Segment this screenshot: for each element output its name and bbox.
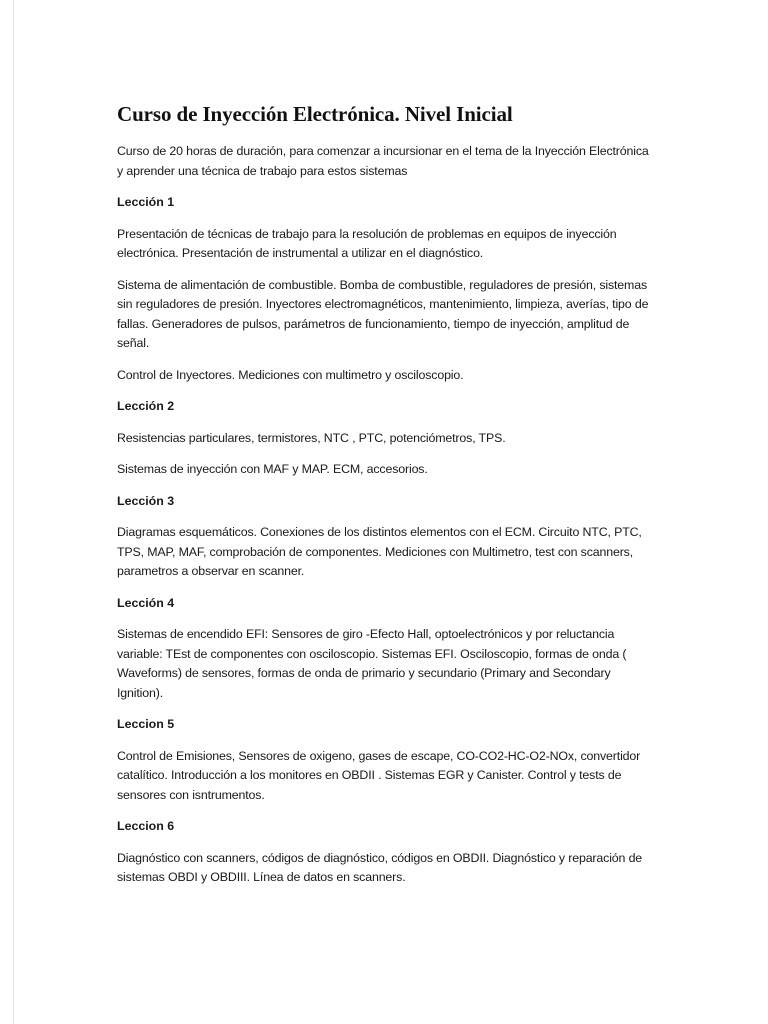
lesson-2-paragraph-2: Sistemas de inyección con MAF y MAP. ECM, accesorios. [117,462,428,476]
lesson-4-heading: Lección 4 [117,595,175,610]
lesson-4-section [117,594,657,704]
lesson-1-paragraph-2: Sistema de alimentación de combustible. Bomba de combustible, reguladores de presión, sistemas sin reguladores de presión. Inyectores electromagnéticos, mantenimiento, limpieza, averías, tipo de fallas. Generadores de pulsos, parámetros de funcionamiento, tiempo de inyección, amplitud de señal. [117,277,649,350]
lesson-1-section [117,193,657,385]
lesson-6-paragraph-1: Diagnóstico con scanners, códigos de diagnóstico, códigos en OBDII. Diagnóstico y reparación de sistemas OBDI y OBDIII. Línea de datos en scanners. [117,850,643,884]
lesson-3-heading: Lección 3 [117,493,175,508]
document-content [117,100,657,900]
lesson-2-section [117,397,657,480]
lesson-3-section [117,492,657,582]
lesson-3-paragraph-1: Diagramas esquemáticos. Conexiones de los distintos elementos con el ECM. Circuito NTC, PTC, TPS, MAP, MAF, comprobación de componentes. Mediciones con Multimetro, test con scanners, parametros a observar en scanner. [117,525,642,578]
lesson-4-paragraph-1: Sistemas de encendido EFI: Sensores de giro -Efecto Hall, optoelectrónicos y por reluctancia variable: TEst de componentes con osciloscopio. Sistemas EFI. Osciloscopio, formas de onda ( Waveforms) de sensores, formas de onda de primario y secundario (Primary and Secondary Ignition). [117,627,627,700]
document-title: Curso de Inyección Electrónica. Nivel Inicial [117,102,513,126]
lesson-2-paragraph-1: Resistencias particulares, termistores, NTC , PTC, potenciómetros, TPS. [117,430,506,445]
lesson-2-heading: Lección 2 [117,399,175,413]
lesson-5-heading: Leccion 5 [117,717,175,731]
intro-paragraph: Curso de 20 horas de duración, para comenzar a incursionar en el tema de la Inyección Electrónica y aprender una técnica de trabajo para estos sistemas [117,144,649,178]
lesson-5-section [117,715,657,805]
lesson-6-heading: Leccion 6 [117,819,175,833]
lesson-1-heading: Lección 1 [117,195,175,209]
lesson-5-paragraph-1: Control de Emisiones, Sensores de oxigeno, gases de escape, CO-CO2-HC-O2-NOx, convertidor catalítico. Introducción a los monitores en OBDII . Sistemas EGR y Canister. Control y tests de sensores con isntrumentos. [117,748,641,802]
lesson-6-section [117,817,657,888]
lesson-1-paragraph-1: Presentación de técnicas de trabajo para la resolución de problemas en equipos de inyección electrónica. Presentación de instrumental a utilizar en el diagnóstico. [117,226,617,260]
lesson-1-paragraph-3: Control de Inyectores. Mediciones con multimetro y osciloscopio. [117,367,464,382]
page-edge-line [13,0,14,1024]
